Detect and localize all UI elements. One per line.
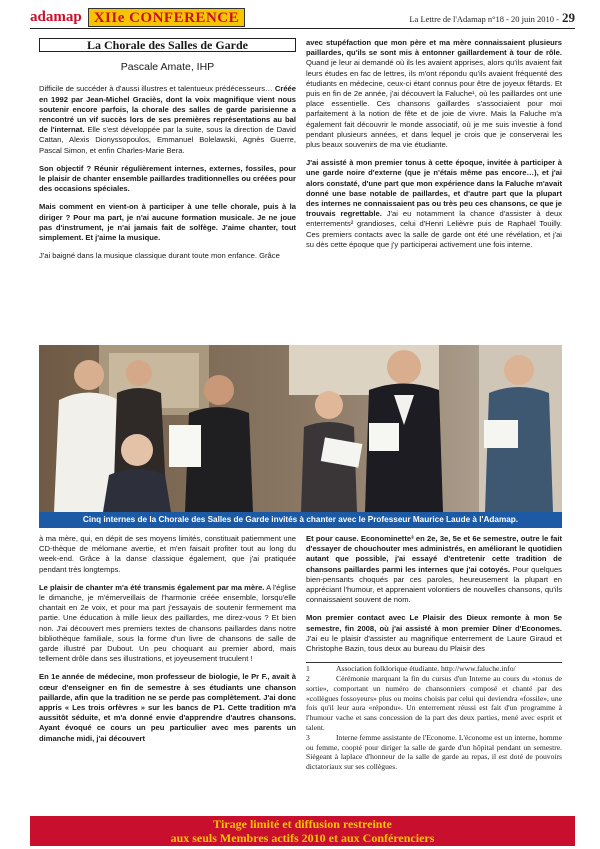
page-number: 29 [562, 10, 575, 25]
body-text: A l'église le dimanche, je m'émerveillais de l'harmonie créée ensemble, lorsqu'elle chantait en 2e voix, et pour ma part j'essayais de soutenir fermement ma partie. Une éducation à mille lieux des paillardes, me direz-vous ? Et bien non. J'ai découvert mes premiers textes de chansons paillardes dans notre bibliothèque familiale, sous la forme d'un livre de chansons de salle de garde illustré par Dubout. Un peu choquant au premier abord, mais tellement drôle dans ses illustrations, et joyeusement truculent ! [39, 582, 296, 664]
bold-text: Le plaisir de chanter m'a été transmis également par ma mère. [39, 582, 265, 592]
column-right-top [306, 38, 562, 343]
body-text: J'ai eu notamment la chance d'assister à deux enterrements² grandioses, celui d'Henri Lelièvre puis de Raphaël Touilly. Ces premiers contacts avec la salle de garde ont été une révélation, et j'ai su dès cette époque que j'y participerai activement une fois interne. [306, 209, 562, 249]
footnote-number: 3 [306, 732, 310, 742]
footnote [306, 674, 562, 733]
paragraphs-left-bottom [39, 534, 296, 744]
column-left-top [39, 38, 296, 343]
bold-text: Et pour cause. Econominette³ en 2e, 3e, 5e et 6e semestre, outre le fait d'essayer de chouchouter mes administrés, en améliorant le quotidien autant que possible, j'ai essayé d'entretenir cette tradition de chansons paillardes parmi les internes que j'ai cotoyés. [306, 534, 562, 574]
banner-line-1: Tirage limité et diffusion restreinte [213, 817, 392, 831]
body-text: Quand je leur ai demandé où ils les avaient apprises, alors qu'ils avaient fait leurs études en fac de lettres, ils m'ont répondu qu'ils avaient fréquenté des étudiants en médecine, ceux-ci étant connus pour être de joyeux fêtards. Et puis en fin de 2e année, j'ai découvert la Faluche¹, où les paillardes ont une place essentielle. Ces chansons gaillardes s'associaient pour moi parfaitement à la notion de fête et de joie de vivre. Mais la Faluche m'a également fait découvrir le monde associatif, où je me suis investie à fond pendant plusieurs années, et dans lequel je crois que je conserverai les plus beaux souvenirs de ma vie étudiante. [306, 58, 562, 150]
issue-info [409, 10, 575, 26]
header-left [30, 7, 245, 28]
bold-text: Créée en 1992 par Jean-Michel Graciès, dont la voix magnifique vient nous soutenir encore parfois, la chorale des salles de garde parisienne a rencontré un vif succès lors de ses premières représentations au bal de l'internat. [39, 84, 296, 135]
paragraphs-right-bottom [306, 534, 562, 654]
article-paragraph [39, 84, 296, 155]
footnote-number: 2 [306, 674, 310, 684]
article-paragraph [39, 251, 296, 261]
distribution-banner [30, 816, 575, 846]
article-paragraph [306, 534, 562, 605]
issue-label: La Lettre de l'Adamap n°18 - 20 juin 2010 - [409, 14, 559, 24]
article-paragraph [306, 613, 562, 654]
body-text: Elle s'est développée par la suite, sous la direction de David Cattan, Alexis Dionyssopoulos, Emmanuel Bolelawski, Agnès Guerre, Pascal Simon, et enfin Charles-Marie Bera. [39, 125, 296, 155]
paragraphs-right-top [306, 38, 562, 250]
brand-logo: adamap [30, 9, 82, 25]
column-left-bottom [39, 534, 296, 809]
body-text: à ma mère, qui, en dépit de ses moyens limités, constituait patiemment une CD-thèque de mélomane avertie, et m'en faisait profiter tout au long du week-end. Grâce à la danse classique également, que j'ai pratiquée pendant très longtemps. [39, 534, 296, 574]
bold-text: J'ai assisté à mon premier tonus à cette époque, invitée à participer à une garde noire d'externe (que je n'étais même pas encore…), et j'ai alors constaté, d'une part que mon expérience dans la Faluche m'avait donné une base notable de paillardes, et d'autre part que la plupart des internes ne connaissaient pas ou très peu ces chansons, ce que je trouvais regrettable. [306, 158, 562, 219]
footnote-text: Association folklorique étudiante. http://www.faluche.info/ [336, 664, 516, 674]
footnote [306, 664, 562, 674]
column-right-bottom [306, 534, 562, 809]
footnote-text: Cérémonie marquant la fin du cursus d'un Interne au cours du «tonus de sortie», comportant un numéro de chansonniers composé et chanté par des «collègues fossoyeurs» plus ou moins choisis par celui qui deviendra «fossile», une fois qu'il leur aura «répondu». Un enterrement réussi est fait d'un programme à l'humour vache et sans concession de la part des deux parties, mené avec esprit et talent. [306, 674, 562, 733]
body-text: J'ai baigné dans la musique classique durant toute mon enfance. Grâce [39, 251, 280, 261]
footnote [306, 733, 562, 772]
singers-photo-image [39, 345, 562, 512]
article-paragraph [39, 672, 296, 743]
bold-text: avec stupéfaction que mon père et ma mère connaissaient plusieurs paillardes, qu'ils se sont mis à entonner gaillardement à tour de rôle. [306, 38, 562, 58]
group-photo [39, 345, 562, 512]
page-header [30, 7, 575, 29]
body-text: Pour quelques bien-pensants choqués par ces paroles, heureusement la plupart en appréciant l'humour, et apprenaient volontiers de nouvelles chansons, qu'ils connaissaient souvent de nom. [306, 564, 562, 605]
banner-line-2: aux seuls Membres actifs 2010 et aux Conférenciers [170, 831, 435, 845]
bold-text: Mais comment en vient-on à participer à une telle chorale, puis à la diriger ? Pour ma part, je n'ai aucune formation musicale. Je ne joue pas d'instrument, je n'ai jamais fait de solfège. J'aime chanter, tout simplement. Et j'aime la musique. [39, 202, 296, 243]
footnotes [306, 662, 562, 772]
article-author: Pascale Amate, IHP [120, 61, 215, 74]
article-paragraph [306, 158, 562, 250]
photo-caption: Cinq internes de la Chorale des Salles de Garde invités à chanter avec le Professeur Maurice Laude à l'Adamap. [39, 512, 562, 528]
article-title: La Chorale des Salles de Garde [39, 38, 296, 52]
body-text: J'ai eu le plaisir d'assister au magnifique enterrement de Laure Giraud et Christophe Bazin, tous deux au bureau du Plaisir des [306, 633, 562, 654]
bold-text: Mon premier contact avec Le Plaisir des Dieux remonte à mon 5e semestre, fin 2008, où j'ai assisté à mon premier Dîner d'Economes. [306, 613, 562, 633]
article-paragraph [39, 202, 296, 243]
footnote-text: Interne femme assistante de l'Econome. L'économe est un interne, homme ou femme, coopté pour diriger la salle de garde d'un hôpital pendant un semestre. Siégeant à laplace d'honneur de la salle de garde au repas, il est doté de pouvoirs dictatoriaux sur ses collègues. [306, 732, 562, 772]
article-paragraph [39, 583, 296, 665]
bold-text: Son objectif ? Réunir régulièrement internes, externes, fossiles, pour le plaisir de chanter ensemble paillardes traditionnelles ou créées pour des occasions spéciales. [39, 163, 296, 194]
article-paragraph [306, 38, 562, 150]
body-text: Difficile de succéder à d'aussi illustres et talentueux prédécesseurs… [39, 84, 275, 94]
footnote-number: 1 [306, 664, 310, 674]
article-paragraph [39, 534, 296, 575]
bold-text: En 1e année de médecine, mon professeur de biologie, le Pr F., avait à cœur d'enseigner en fin de semestre à ses étudiants une chanson paillarde, afin que la tradition ne se perde pas complètement. J'ai donc appris « Les trois orfèvres » sur les bancs de P1. Cette tradition m'a aussitôt séduite, et m'a donné envie d'apprendre d'autres chansons. Ayant évoqué ce cours un peu particulier avec mes parents un dimanche midi, j'ai découvert [39, 672, 296, 743]
conference-badge: XIIe CONFERENCE [88, 8, 245, 27]
article-paragraph [39, 164, 296, 195]
paragraphs-left-top [39, 84, 296, 261]
